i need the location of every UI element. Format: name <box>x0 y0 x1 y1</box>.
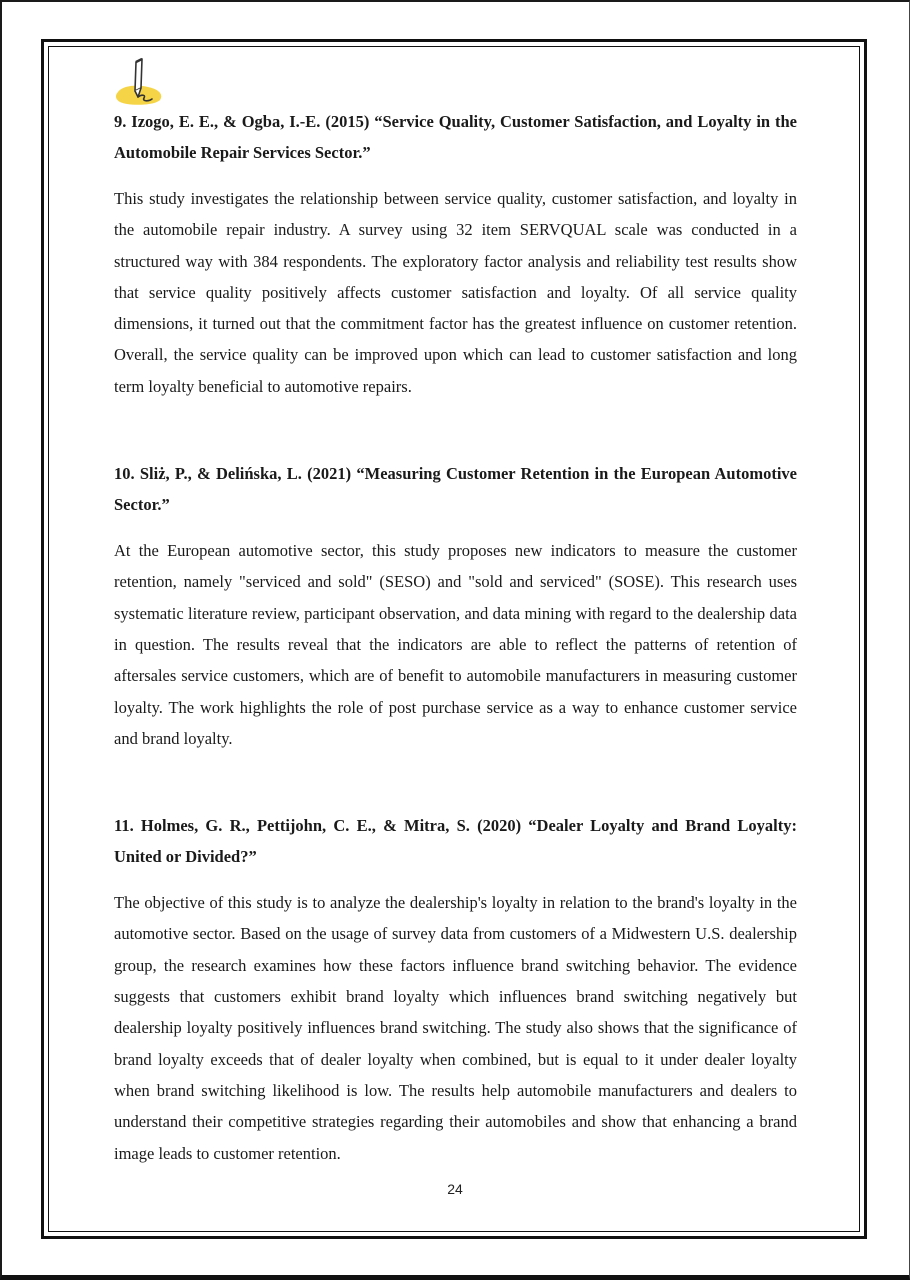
entry-summary: The objective of this study is to analyze the dealership's loyalty in relation to the brand's loyalty in the automotive sector. Based on the usage of survey data from customers of a Midwestern U.S. dealership group, the research examines how these factors influence brand switching behavior. The evidence suggests that customers exhibit brand loyalty which influences brand switching negatively but dealership loyalty positively influences brand switching. The study also shows that the significance of brand loyalty exceeds that of dealer loyalty when combined, but is equal to it under dealer loyalty when brand switching likelihood is low. The results help automobile manufacturers and dealers to understand their competitive strategies regarding their automobiles and show that enhancing a brand image leads to customer retention. <box>114 893 797 1163</box>
entry-summary: This study investigates the relationship between service quality, customer satisfaction, and loyalty in the automobile repair industry. A survey using 32 item SERVQUAL scale was conducted in a structured way with 384 respondents. The exploratory factor analysis and reliability test results show that service quality positively affects customer satisfaction and loyalty. Of all service quality dimensions, it turned out that the commitment factor has the greatest influence on customer retention. Overall, the service quality can be improved upon which can lead to customer satisfaction and long term loyalty beneficial to automotive repairs. <box>114 189 797 396</box>
entry-title: 9. Izogo, E. E., & Ogba, I.-E. (2015) “Service Quality, Customer Satisfaction, and Loyalty in the Automobile Repair Services Sector.” <box>114 112 797 162</box>
reference-entry-11 <box>114 810 797 1169</box>
document-content <box>114 106 797 1169</box>
entry-title: 10. Sliż, P., & Delińska, L. (2021) “Measuring Customer Retention in the European Automotive Sector.” <box>114 464 797 515</box>
reference-entry-9 <box>114 106 797 402</box>
reference-entry-10 <box>114 458 797 754</box>
entry-summary: At the European automotive sector, this study proposes new indicators to measure the customer retention, namely "serviced and sold" (SESO) and "sold and serviced" (SOSE). This research uses systematic literature review, participant observation, and data mining with regard to the dealership data in question. The results reveal that the indicators are able to reflect the patterns of retention of aftersales service customers, which are of benefit to automobile manufacturers in measuring customer loyalty. The work highlights the role of post purchase service as a way to enhance customer service and brand loyalty. <box>114 541 797 748</box>
pen-writing-icon <box>114 56 170 108</box>
page-number: 24 <box>447 1181 463 1197</box>
entry-title: 11. Holmes, G. R., Pettijohn, C. E., & Mitra, S. (2020) “Dealer Loyalty and Brand Loyalty: United or Divided?” <box>114 816 797 867</box>
